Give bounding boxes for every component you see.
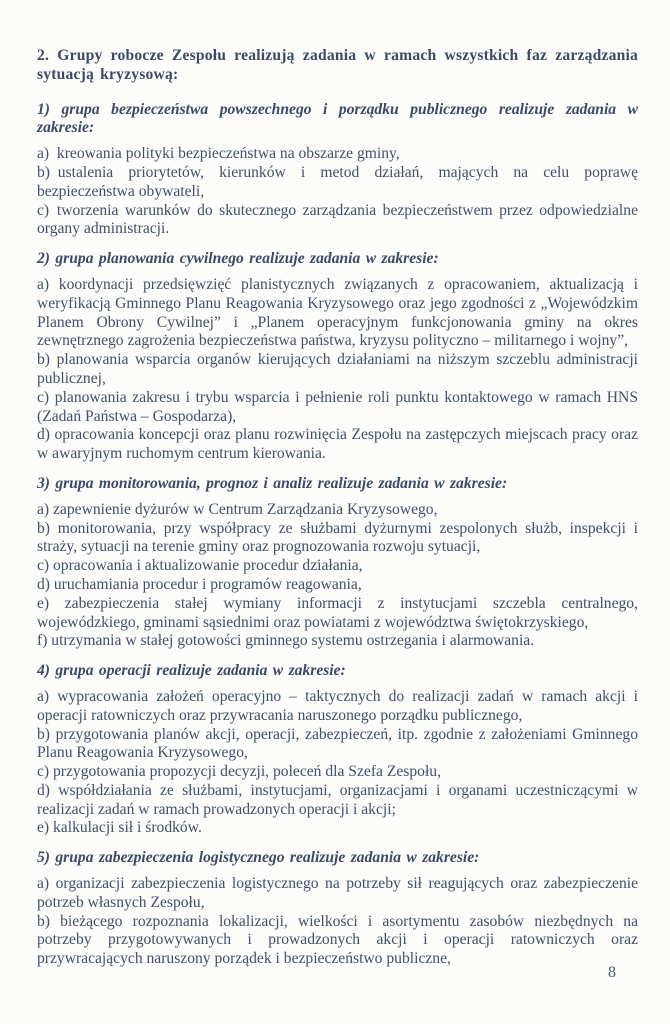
group-3-item-c: c) opracowania i aktualizowanie procedur działania, — [37, 557, 363, 575]
group-4-item-b: b) przygotowania planów akcji, operacji, zabezpieczeń, itp. zgodnie z założeniami Gminnego Planu Reagowania Kryzysowego, — [37, 725, 638, 762]
group-4-item-d: d) współdziałania ze służbami, instytucjami, organizacjami i organami uczestniczącymi w realizacji zadań w ramach prowadzonych operacji i akcji; — [37, 781, 638, 818]
group-3-item-b: b) monitorowania, przy współpracy ze służbami dyżurnymi zespolonych służb, inspekcji i straży, sytuacji na terenie gminy oraz prognozowania rozwoju sytuacji, — [37, 519, 638, 556]
group-4 — [37, 662, 638, 838]
group-5-heading: 5) grupa zabezpieczenia logistycznego realizuje zadania w zakresie: — [37, 849, 480, 867]
group-5 — [37, 849, 638, 969]
group-3 — [37, 475, 638, 651]
group-1-item-b: b) ustalenia priorytetów, kierunków i metod działań, mających na celu poprawę bezpieczeństwa obywateli, — [37, 163, 638, 200]
group-1 — [37, 101, 638, 240]
document-content — [37, 47, 638, 969]
group-3-item-d: d) uruchamiania procedur i programów reagowania, — [37, 575, 362, 593]
group-1-heading: 1) grupa bezpieczeństwa powszechnego i porządku publicznego realizuje zadania w zakresie: — [37, 100, 638, 137]
group-3-item-f: f) utrzymania w stałej gotowości gminnego systemu ostrzegania i alarmowania. — [37, 632, 535, 650]
group-4-heading: 4) grupa operacji realizuje zadania w zakresie: — [37, 662, 346, 680]
group-1-item-a: a) kreowania polityki bezpieczeństwa na obszarze gminy, — [37, 145, 400, 163]
group-2-item-b: b) planowania wsparcia organów kierujących działaniami na niższym szczeblu administracji publicznej, — [37, 351, 638, 387]
group-4-item-c: c) przygotowania propozycji decyzji, poleceń dla Szefa Zespołu, — [37, 763, 441, 781]
group-4-item-e: e) kalkulacji sił i środków. — [37, 819, 202, 837]
group-5-item-b: b) bieżącego rozpoznania lokalizacji, wielkości i asortymentu zasobów niezbędnych na potrzeby przygotowywanych i prowadzonych akcji i operacji ratowniczych oraz przywracających naruszony porządek i bezpieczeństwo publiczne, — [37, 912, 638, 968]
intro-paragraph: 2. Grupy robocze Zespołu realizują zadania w ramach wszystkich faz zarządzania sytuacją kryzysową: — [37, 47, 638, 83]
group-2-item-d: d) opracowania koncepcji oraz planu rozwinięcia Zespołu na zastępczych miejscach pracy oraz w awaryjnym ruchomym centrum kierowania. — [37, 426, 638, 463]
group-3-item-e: e) zabezpieczenia stałej wymiany informacji z instytucjami szczebla centralnego, wojewódzkiego, gminami sąsiednimi oraz powiatami z województwa świętokrzyskiego, — [37, 594, 638, 631]
group-2-heading: 2) grupa planowania cywilnego realizuje zadania w zakresie: — [37, 250, 439, 268]
group-1-item-c: c) tworzenia warunków do skutecznego zarządzania bezpieczeństwem przez odpowiedzialne organy administracji. — [37, 201, 638, 238]
group-2-item-c: c) planowania zakresu i trybu wsparcia i pełnienie roli punktu kontaktowego w ramach HNS (Zadań Państwa – Gospodarza), — [37, 388, 638, 425]
group-3-item-a: a) zapewnienie dyżurów w Centrum Zarządzania Kryzysowego, — [37, 500, 438, 518]
group-2 — [37, 250, 638, 464]
group-3-heading: 3) grupa monitorowania, prognoz i analiz realizuje zadania w zakresie: — [37, 474, 508, 492]
group-5-item-a: a) organizacji zabezpieczenia logistycznego na potrzeby sił reagujących oraz zabezpieczenie potrzeb własnych Zespołu, — [37, 875, 638, 911]
group-4-item-a: a) wypracowania założeń operacyjno – taktycznych do realizacji zadań w ramach akcji i operacji ratowniczych oraz przywracania naruszonego porządku publicznego, — [37, 687, 638, 724]
page-number: 8 — [608, 964, 616, 981]
group-2-item-a: a) koordynacji przedsięwzięć planistycznych związanych z opracowaniem, aktualizacją i weryfikacją Gminnego Planu Reagowania Kryzysowego oraz jego zgodności z „Wojewódzkim Planem Obrony Cywilnej” i „Planem operacyjnym funkcjonowania gminy na okres zewnętrznego zagrożenia bezpieczeństwa państwa, kryzysu polityczno – militarnego i wojny”, — [37, 275, 638, 350]
